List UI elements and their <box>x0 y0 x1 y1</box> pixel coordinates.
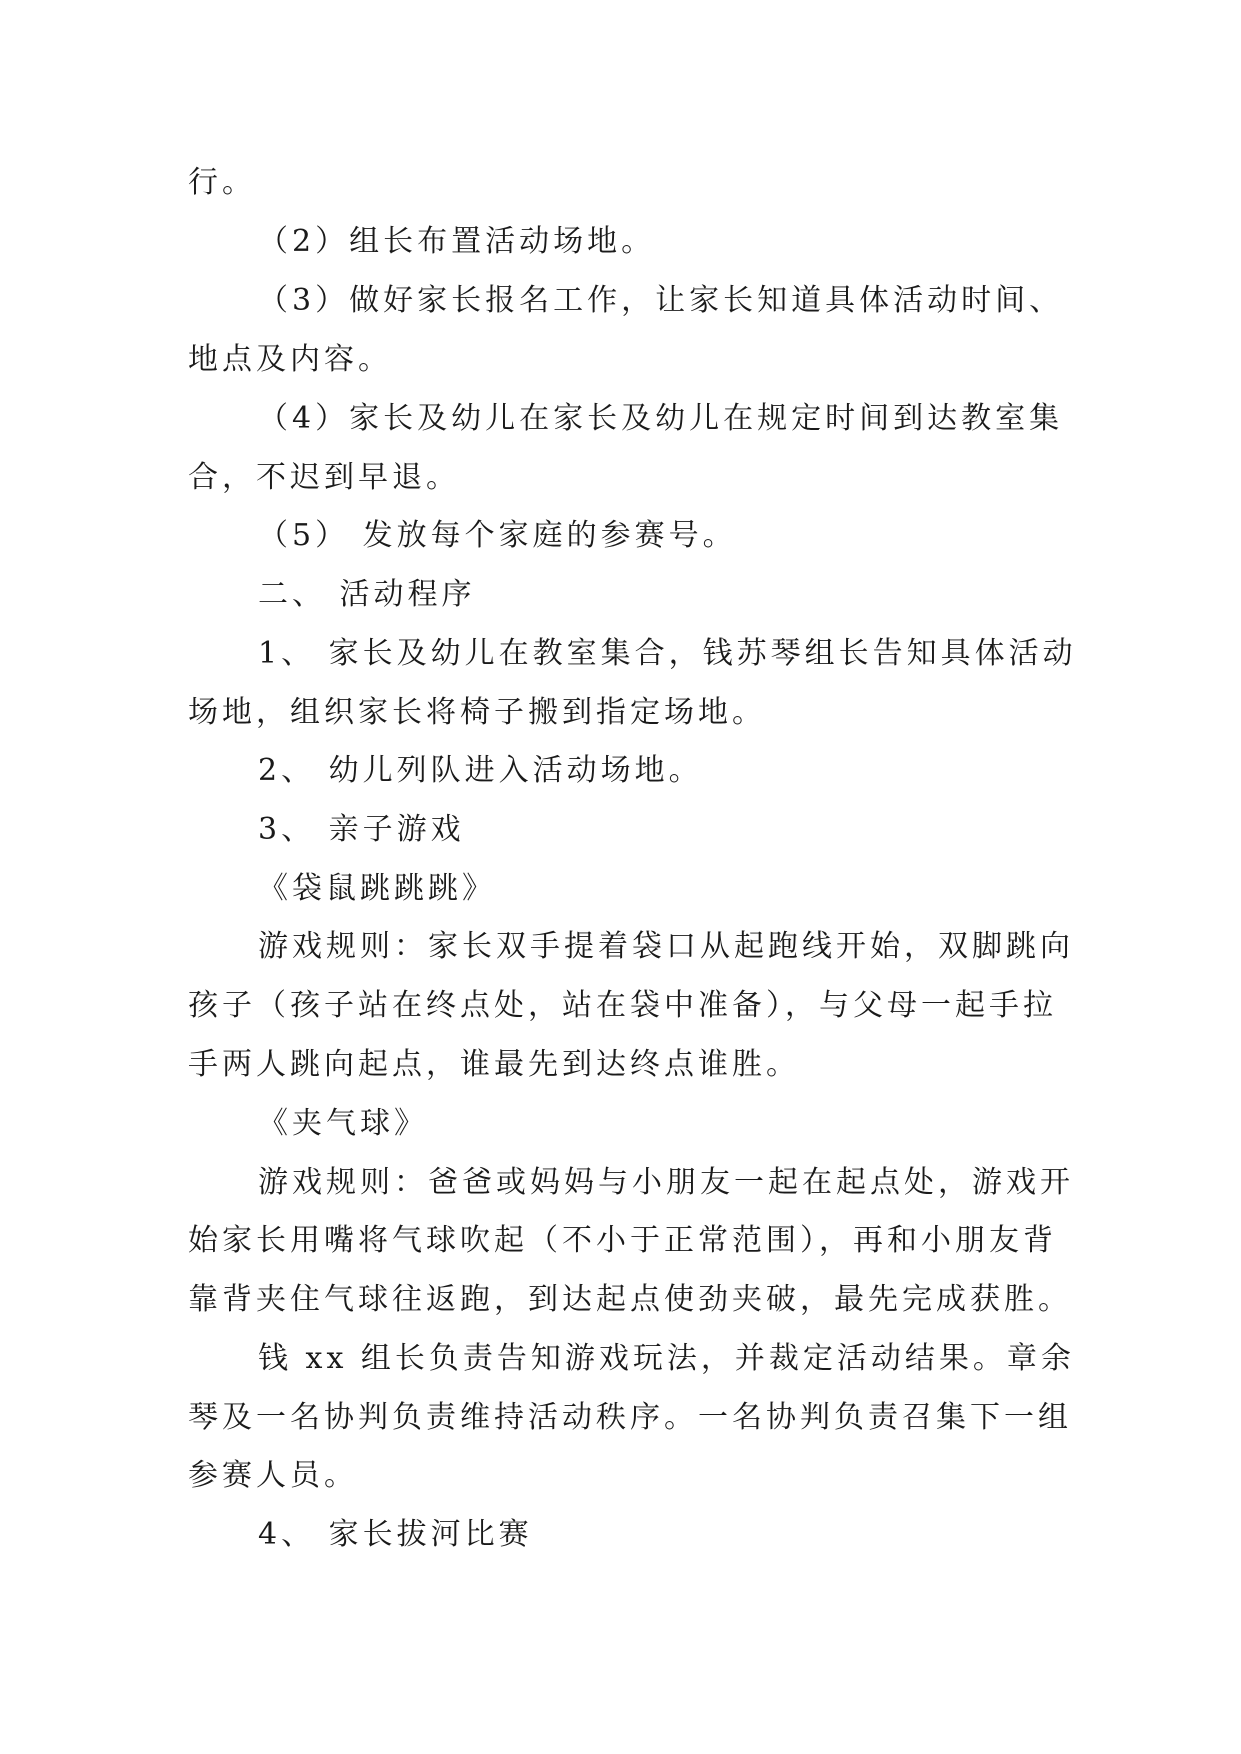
text-line: 参赛人员。 <box>188 1458 358 1493</box>
text-line: 地点及内容。 <box>188 342 392 377</box>
text-line: 始家长用嘴将气球吹起（不小于正常范围），再和小朋友背 <box>188 1223 1057 1258</box>
list-item-step-4: 4、 家长拔河比赛 <box>258 1517 533 1552</box>
text-line: 行。 <box>188 165 256 200</box>
text-line: 手两人跳向起点，谁最先到达终点谁胜。 <box>188 1047 800 1082</box>
text-line: 合，不迟到早退。 <box>188 460 460 495</box>
list-item-step-1: 1、 家长及幼儿在教室集合，钱苏琴组长告知具体活动 <box>258 636 1077 671</box>
section-heading: 二、 活动程序 <box>258 577 476 612</box>
game-rules: 游戏规则：家长双手提着袋口从起跑线开始，双脚跳向 <box>258 929 1074 964</box>
game-title: 《夹气球》 <box>258 1106 428 1141</box>
paragraph-line: 钱 xx 组长负责告知游戏玩法，并裁定活动结果。章余 <box>258 1341 1075 1376</box>
game-title: 《袋鼠跳跳跳》 <box>258 871 496 906</box>
text-line: 场地，组织家长将椅子搬到指定场地。 <box>188 695 766 730</box>
text-line: 琴及一名协判负责维持活动秩序。一名协判负责召集下一组 <box>188 1400 1072 1435</box>
list-item-prep-2: （2）组长布置活动场地。 <box>258 224 656 259</box>
game-rules: 游戏规则：爸爸或妈妈与小朋友一起在起点处，游戏开 <box>258 1165 1074 1200</box>
list-item-prep-4: （4）家长及幼儿在家长及幼儿在规定时间到达教室集 <box>258 401 1064 436</box>
list-item-prep-5: （5） 发放每个家庭的参赛号。 <box>258 518 737 553</box>
text-line: 孩子（孩子站在终点处，站在袋中准备），与父母一起手拉 <box>188 988 1057 1023</box>
list-item-step-2: 2、 幼儿列队进入活动场地。 <box>258 753 703 788</box>
list-item-step-3: 3、 亲子游戏 <box>258 812 465 847</box>
list-item-prep-3: （3）做好家长报名工作，让家长知道具体活动时间、 <box>258 283 1064 318</box>
text-line: 靠背夹住气球往返跑，到达起点使劲夹破，最先完成获胜。 <box>188 1282 1072 1317</box>
